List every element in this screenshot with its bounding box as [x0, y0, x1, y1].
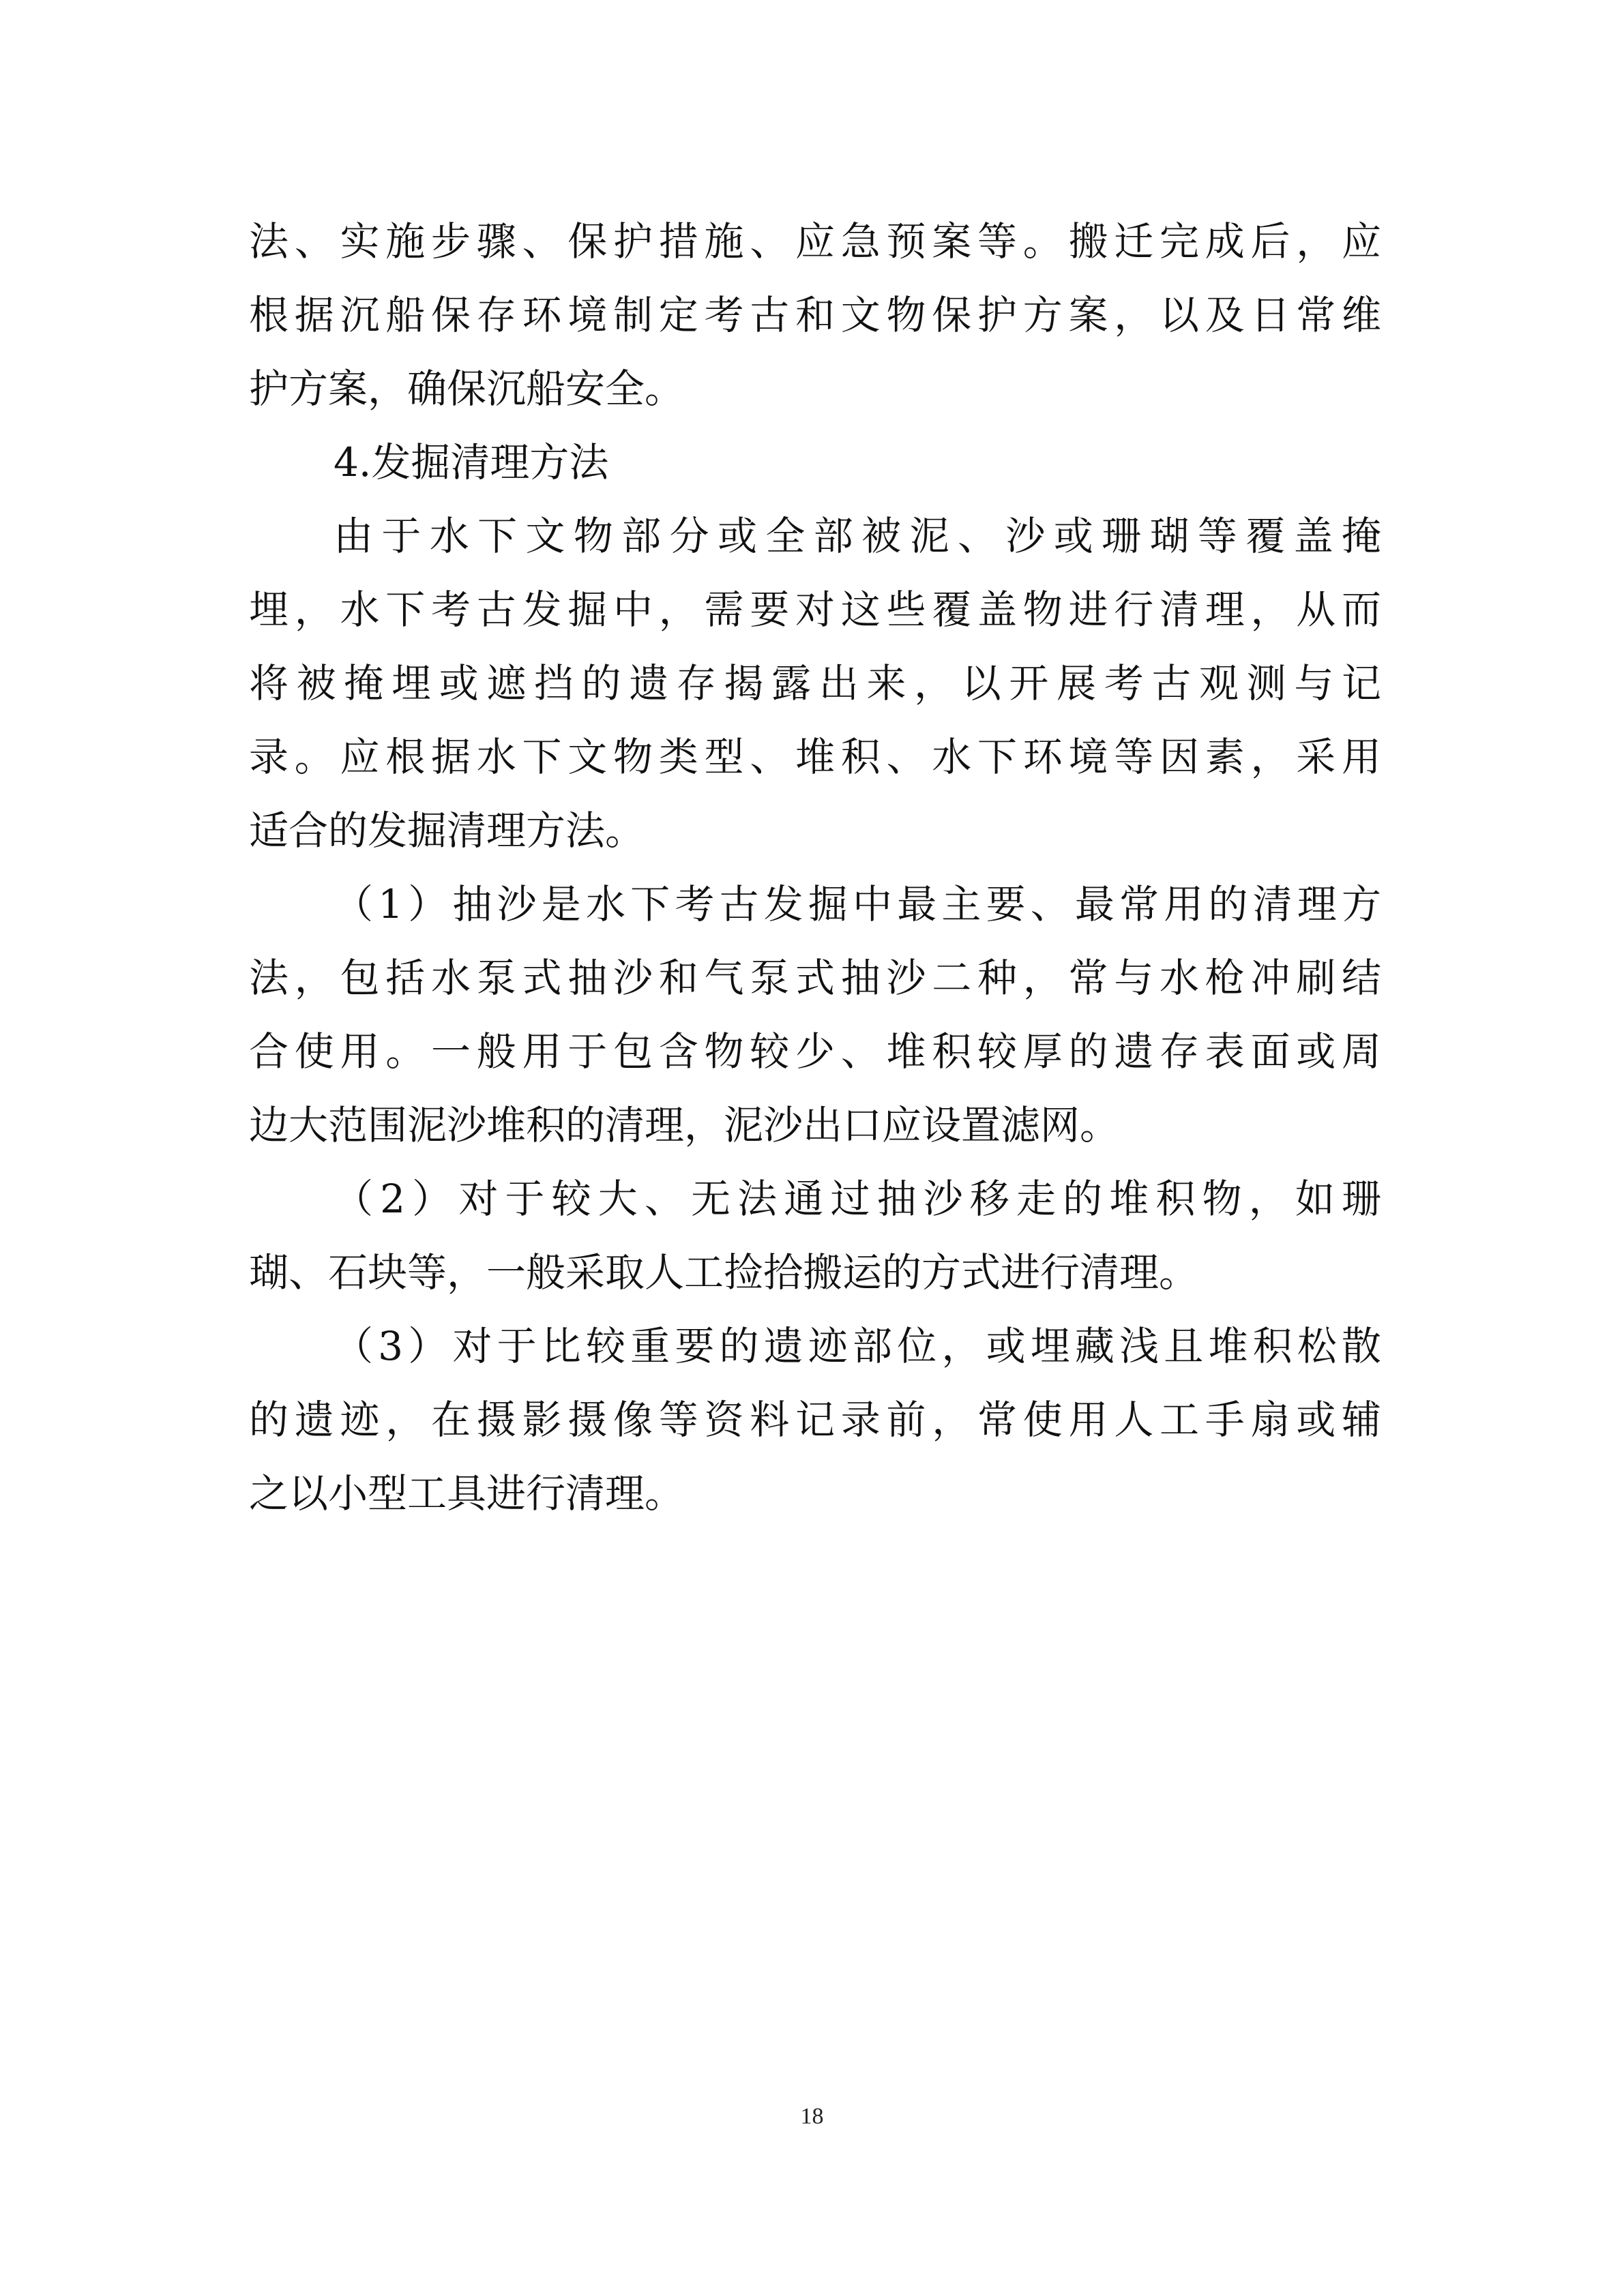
text-line: 适合的发掘清理方法。 [249, 807, 645, 854]
text-line: （3）对于比较重要的遗迹部位，或埋藏浅且堆积松散 [334, 1323, 1381, 1369]
page-number: 18 [800, 2104, 824, 2129]
text-line: 的遗迹，在摄影摄像等资料记录前，常使用人工手扇或辅 [249, 1397, 1381, 1443]
text-line: （1）抽沙是水下考古发掘中最主要、最常用的清理方 [334, 881, 1381, 927]
text-line: 法，包括水泵式抽沙和气泵式抽沙二种，常与水枪冲刷结 [249, 955, 1381, 1001]
text-line: 根据沉船保存环境制定考古和文物保护方案，以及日常维 [249, 292, 1381, 338]
text-line: 边大范围泥沙堆积的清理，泥沙出口应设置滤网。 [249, 1102, 1120, 1148]
text-line: 瑚、石块等，一般采取人工捡拾搬运的方式进行清理。 [249, 1249, 1199, 1296]
text-line: 由于水下文物部分或全部被泥、沙或珊瑚等覆盖掩 [334, 513, 1381, 559]
section-heading: 4.发掘清理方法 [334, 439, 609, 486]
text-line: 将被掩埋或遮挡的遗存揭露出来，以开展考古观测与记 [249, 660, 1381, 706]
text-line: 埋，水下考古发掘中，需要对这些覆盖物进行清理，从而 [249, 586, 1381, 633]
text-line: 法、实施步骤、保护措施、应急预案等。搬迁完成后，应 [249, 218, 1381, 265]
text-line: 合使用。一般用于包含物较少、堆积较厚的遗存表面或周 [249, 1028, 1381, 1075]
text-line: 之以小型工具进行清理。 [249, 1470, 685, 1517]
body-text [249, 205, 1381, 1530]
text-line: 录。应根据水下文物类型、堆积、水下环境等因素，采用 [249, 734, 1381, 780]
text-line: （2）对于较大、无法通过抽沙移走的堆积物，如珊 [334, 1176, 1381, 1222]
text-line: 护方案，确保沉船安全。 [249, 366, 685, 412]
